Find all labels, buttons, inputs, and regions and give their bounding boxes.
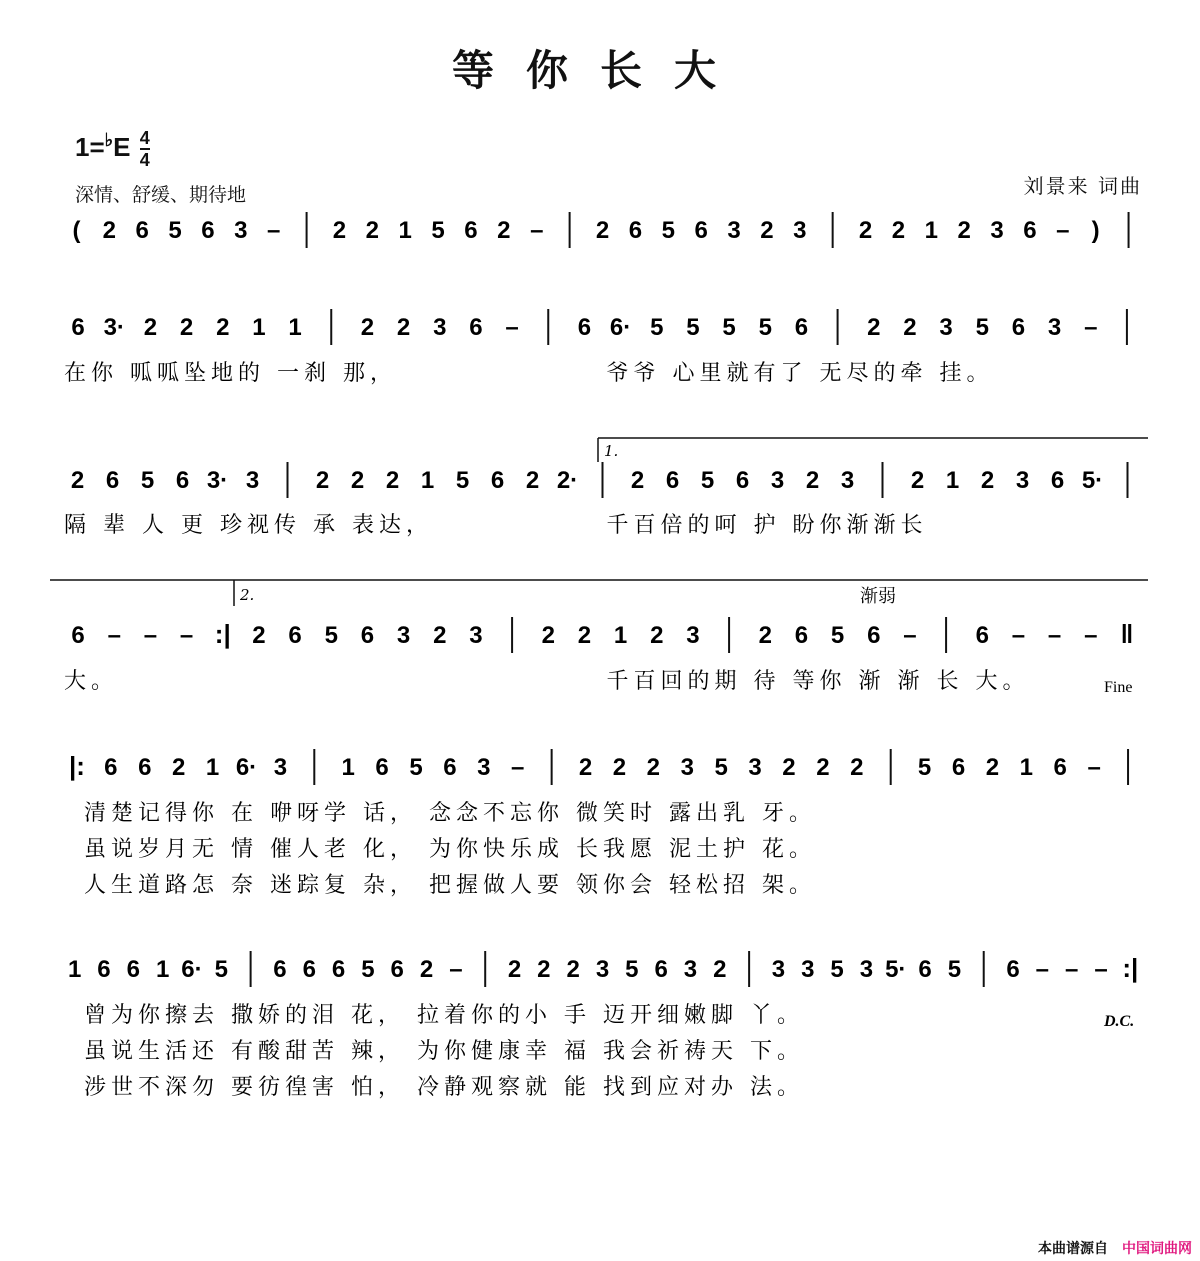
note: 3 bbox=[245, 467, 260, 494]
note: 6 bbox=[138, 754, 152, 781]
note: 5 bbox=[917, 754, 932, 781]
note: 1 bbox=[155, 956, 170, 983]
note: 6 bbox=[273, 956, 287, 983]
note: 2 bbox=[385, 467, 400, 494]
note: 2 bbox=[216, 314, 230, 341]
note: 3 bbox=[396, 622, 411, 649]
note: 6 bbox=[735, 467, 750, 494]
note: 6 bbox=[443, 754, 457, 781]
note: 6 bbox=[1011, 314, 1026, 341]
note: 6 bbox=[665, 467, 680, 494]
note: 3 bbox=[433, 314, 447, 341]
volta-2-label: 2. bbox=[240, 586, 255, 604]
note: 2 bbox=[578, 754, 593, 781]
note: 3 bbox=[273, 754, 288, 781]
note: – bbox=[1047, 622, 1062, 649]
note: 5 bbox=[714, 754, 728, 781]
note: 2 bbox=[891, 217, 906, 244]
repeat-sign: :| bbox=[1122, 953, 1139, 983]
note: 2 bbox=[595, 217, 610, 244]
note: 5 bbox=[409, 754, 423, 781]
note: 2 bbox=[566, 956, 580, 983]
note: 2 bbox=[171, 754, 186, 781]
note: 5 bbox=[722, 314, 736, 341]
note: 3 bbox=[939, 314, 953, 341]
song-title: 等你长大 bbox=[451, 46, 748, 95]
note: 2 bbox=[713, 956, 727, 983]
note: 2 bbox=[350, 467, 365, 494]
note: 3· bbox=[103, 314, 125, 341]
note: 6 bbox=[794, 314, 809, 341]
note: 3 bbox=[771, 956, 786, 983]
note: – bbox=[449, 956, 463, 983]
verse-line: 清楚记得你 在 咿呀学 话， 念念不忘你 微笑时 露出乳 牙。 bbox=[84, 801, 816, 826]
note: 2 bbox=[541, 622, 555, 649]
lyric-line: 爷爷 心里就有了 无尽的牵 挂。 bbox=[606, 361, 994, 386]
note: – bbox=[505, 314, 519, 341]
note: 5 bbox=[975, 314, 989, 341]
note: – bbox=[530, 217, 544, 244]
note: 5 bbox=[625, 956, 639, 983]
note: 3 bbox=[1015, 467, 1030, 494]
note: 2 bbox=[816, 754, 830, 781]
note: 2 bbox=[577, 622, 592, 649]
lyric-line: 大。 bbox=[64, 669, 119, 694]
note: – bbox=[903, 622, 917, 649]
note: 6 bbox=[302, 956, 316, 983]
note: – bbox=[1011, 622, 1026, 649]
note: 6 bbox=[951, 754, 966, 781]
note: 5 bbox=[700, 467, 715, 494]
note: 2 bbox=[143, 314, 158, 341]
note: 1 bbox=[205, 754, 220, 781]
key-prefix: 1= bbox=[75, 131, 105, 162]
footer-brand: 中国词曲网 bbox=[1122, 1241, 1192, 1257]
note: 5 bbox=[214, 956, 228, 983]
note: – bbox=[179, 622, 194, 649]
note: 5 bbox=[140, 467, 155, 494]
note: 2 bbox=[396, 314, 411, 341]
note: 2 bbox=[910, 467, 925, 494]
note: 6 bbox=[975, 622, 989, 649]
note: 2 bbox=[102, 217, 116, 244]
note: 2 bbox=[70, 467, 85, 494]
note: 1 bbox=[67, 956, 82, 983]
lyric-line: 千百倍的呵 护 盼你渐渐长 bbox=[606, 513, 928, 538]
note: 6 bbox=[105, 467, 120, 494]
note: 3 bbox=[770, 467, 785, 494]
note: 6· bbox=[235, 754, 258, 781]
note: 2 bbox=[630, 467, 645, 494]
note: 5 bbox=[947, 956, 962, 983]
note: 6 bbox=[1050, 467, 1065, 494]
note: 5· bbox=[885, 956, 907, 983]
note: 1 bbox=[924, 217, 938, 244]
note: 6· bbox=[609, 314, 632, 341]
note: 5 bbox=[431, 217, 445, 244]
note: 6 bbox=[490, 467, 505, 494]
note: 2 bbox=[433, 622, 447, 649]
note: 3 bbox=[595, 956, 610, 983]
note: 2 bbox=[867, 314, 881, 341]
note: 1 bbox=[398, 217, 412, 244]
note: 1 bbox=[1019, 754, 1034, 781]
note: 5 bbox=[661, 217, 675, 244]
note: 6 bbox=[175, 467, 190, 494]
note: 2 bbox=[332, 217, 347, 244]
note: 2 bbox=[612, 754, 627, 781]
time-denominator: 4 bbox=[139, 150, 150, 170]
dc-marking: D.C. bbox=[1104, 1013, 1135, 1030]
note: 6 bbox=[577, 314, 592, 341]
note: – bbox=[1084, 314, 1098, 341]
note: 2 bbox=[507, 956, 522, 983]
verse-line: 虽说生活还 有酸甜苦 辣， 为你健康幸 福 我会祈祷天 下。 bbox=[84, 1039, 804, 1064]
note: 5 bbox=[455, 467, 470, 494]
note: 1 bbox=[613, 622, 628, 649]
note: – bbox=[1056, 217, 1070, 244]
note: 6 bbox=[135, 217, 149, 244]
dim-marking: 渐弱 bbox=[860, 586, 896, 607]
note: 3· bbox=[206, 467, 229, 494]
note: 3 bbox=[801, 956, 815, 983]
note: – bbox=[1087, 754, 1101, 781]
note: 3 bbox=[859, 956, 874, 983]
verse-line: 涉世不深勿 要彷徨害 怕， 冷静观察就 能 找到应对办 法。 bbox=[84, 1075, 804, 1100]
note: 6 bbox=[628, 217, 643, 244]
note: ) bbox=[1091, 217, 1100, 244]
note: 2 bbox=[497, 217, 511, 244]
repeat-sign: :| bbox=[214, 619, 231, 649]
note: 3 bbox=[680, 754, 694, 781]
note: 5 bbox=[650, 314, 664, 341]
note: 6 bbox=[1006, 956, 1020, 983]
verse-line: 人生道路怎 奈 迷踪复 杂， 把握做人要 领你会 轻松招 架。 bbox=[84, 873, 816, 898]
note: 1 bbox=[420, 467, 435, 494]
note: 5· bbox=[1081, 467, 1104, 494]
volta-1-label: 1. bbox=[604, 442, 619, 460]
note: 1 bbox=[288, 314, 302, 341]
note: 2 bbox=[419, 956, 434, 983]
note: 2 bbox=[360, 314, 375, 341]
verse-line: 虽说岁月无 情 催人老 化， 为你快乐成 长我愿 泥土护 花。 bbox=[84, 837, 816, 862]
note: 2 bbox=[903, 314, 917, 341]
note: 3 bbox=[1047, 314, 1062, 341]
note: 1 bbox=[945, 467, 960, 494]
note: 3 bbox=[727, 217, 741, 244]
note: 2 bbox=[957, 217, 971, 244]
note: 6 bbox=[360, 622, 375, 649]
note: 5 bbox=[168, 217, 182, 244]
note: 6 bbox=[867, 622, 881, 649]
note: – bbox=[1094, 956, 1108, 983]
note: 2 bbox=[858, 217, 873, 244]
note: – bbox=[267, 217, 281, 244]
note: 2 bbox=[537, 956, 551, 983]
note: 2 bbox=[758, 622, 772, 649]
note: 2 bbox=[985, 754, 1000, 781]
note: 5 bbox=[324, 622, 338, 649]
note: 3 bbox=[840, 467, 855, 494]
note: 5 bbox=[830, 956, 844, 983]
note: 6 bbox=[375, 754, 389, 781]
note: 2 bbox=[525, 467, 540, 494]
note: 2 bbox=[850, 754, 864, 781]
note: 5 bbox=[830, 622, 845, 649]
note: 2· bbox=[556, 467, 579, 494]
note: 5 bbox=[758, 314, 772, 341]
note: 6 bbox=[390, 956, 404, 983]
key-note: E bbox=[113, 131, 131, 162]
note: 2 bbox=[365, 217, 380, 244]
note: 6 bbox=[71, 622, 85, 649]
note: 3 bbox=[234, 217, 248, 244]
note: 6 bbox=[654, 956, 668, 983]
note: – bbox=[1084, 622, 1098, 649]
note: – bbox=[107, 622, 121, 649]
note: 6· bbox=[181, 956, 203, 983]
note: ( bbox=[72, 217, 81, 244]
note: 2 bbox=[646, 754, 661, 781]
note: 2 bbox=[252, 622, 266, 649]
note: 6 bbox=[288, 622, 302, 649]
note: 1 bbox=[341, 754, 355, 781]
note: 2 bbox=[315, 467, 330, 494]
footer-source: 本曲谱源自 bbox=[1038, 1241, 1108, 1257]
note: 6 bbox=[1053, 754, 1067, 781]
time-numerator: 4 bbox=[139, 128, 150, 148]
note: 5 bbox=[361, 956, 375, 983]
note: 2 bbox=[179, 314, 194, 341]
footer bbox=[1038, 1238, 1192, 1258]
note: 3 bbox=[990, 217, 1004, 244]
note: 6 bbox=[794, 622, 809, 649]
note: 3 bbox=[683, 956, 698, 983]
note: 2 bbox=[980, 467, 995, 494]
note: 2 bbox=[650, 622, 664, 649]
note: 1 bbox=[252, 314, 266, 341]
note: 6 bbox=[469, 314, 483, 341]
note: 6 bbox=[126, 956, 140, 983]
note: – bbox=[1065, 956, 1079, 983]
note: 6 bbox=[71, 314, 85, 341]
note: 3 bbox=[686, 622, 700, 649]
flat-sign: ♭ bbox=[104, 130, 114, 151]
note: 3 bbox=[469, 622, 483, 649]
note: 5 bbox=[686, 314, 700, 341]
note: 6 bbox=[97, 956, 111, 983]
composer-credit: 刘景来 词曲 bbox=[1023, 174, 1142, 198]
note: 6 bbox=[201, 217, 215, 244]
note: 6 bbox=[331, 956, 346, 983]
note: – bbox=[1035, 956, 1050, 983]
tempo-marking: 深情、舒缓、期待地 bbox=[75, 184, 247, 206]
note: 6 bbox=[694, 217, 708, 244]
lyric-line: 千百回的期 待 等你 渐 渐 长 大。 bbox=[606, 669, 1030, 694]
note: 2 bbox=[782, 754, 796, 781]
note: 6 bbox=[918, 956, 932, 983]
note: 2 bbox=[805, 467, 820, 494]
note: 3 bbox=[793, 217, 807, 244]
lyric-line: 在你 呱呱坠地的 一刹 那， bbox=[64, 361, 397, 386]
note: 6 bbox=[464, 217, 478, 244]
note: – bbox=[143, 622, 158, 649]
lyric-line: 隔 辈 人 更 珍视传 承 表达， bbox=[64, 513, 433, 538]
note: 6 bbox=[1023, 217, 1037, 244]
note: 2 bbox=[760, 217, 774, 244]
note: – bbox=[511, 754, 525, 781]
note: 3 bbox=[748, 754, 762, 781]
note: 6 bbox=[104, 754, 118, 781]
repeat-sign: |: bbox=[68, 751, 85, 781]
repeat-sign: ‖ bbox=[1120, 619, 1134, 649]
verse-line: 曾为你擦去 撒娇的泪 花， 拉着你的小 手 迈开细嫩脚 丫。 bbox=[84, 1003, 804, 1028]
fine-marking: Fine bbox=[1104, 679, 1133, 696]
note: 3 bbox=[477, 754, 491, 781]
